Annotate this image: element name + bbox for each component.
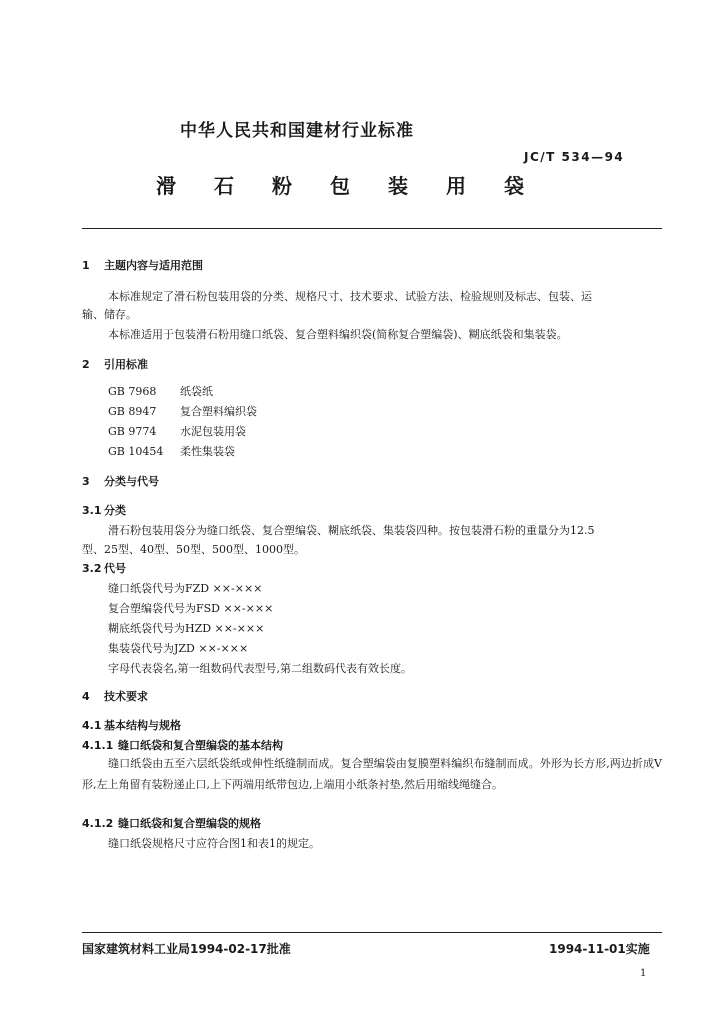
section-number: 3.1 [82, 504, 102, 517]
section-title: 基本结构与规格 [104, 719, 181, 732]
section-title: 代号 [104, 562, 126, 575]
section-number: 4.1.2 [82, 817, 114, 830]
section-number: 3.2 [82, 562, 102, 575]
section-title: 技术要求 [104, 690, 148, 703]
section-number: 2 [82, 358, 90, 371]
code-line: 集装袋代号为JZD ××-××× [108, 642, 249, 655]
section-title: 分类与代号 [104, 475, 159, 488]
header-rule [82, 228, 662, 229]
section-4-heading [82, 688, 148, 704]
paragraph: 本标准适用于包装滑石粉用缝口纸袋、复合塑料编织袋(简称复合塑编袋)、糊底纸袋和集装袋。 [108, 328, 568, 341]
code-line: 缝口纸袋代号为FZD ××-××× [108, 582, 263, 595]
reference-item [108, 403, 257, 419]
reference-name: 柔性集装袋 [180, 445, 235, 458]
approval-date: 国家建筑材料工业局1994-02-17批准 [82, 942, 291, 956]
paragraph: 输、储存。 [82, 308, 137, 321]
effective-date: 1994-11-01实施 [549, 942, 650, 956]
reference-name: 纸袋纸 [180, 385, 213, 398]
paragraph: 型、25型、40型、50型、500型、1000型。 [82, 543, 305, 556]
reference-item [108, 383, 213, 399]
reference-code: GB 10454 [108, 445, 164, 458]
reference-code: GB 9774 [108, 425, 157, 438]
section-number: 4.1 [82, 719, 102, 732]
section-number: 4.1.1 [82, 739, 114, 752]
section-number: 3 [82, 475, 90, 488]
section-title: 缝口纸袋和复合塑编袋的规格 [118, 817, 261, 830]
section-3-heading [82, 473, 159, 489]
subsection-4-1-heading [82, 717, 181, 733]
standard-code: JC/T 534—94 [524, 150, 625, 164]
section-2-heading [82, 356, 148, 372]
reference-item [108, 443, 235, 459]
reference-item [108, 423, 246, 439]
reference-name: 水泥包装用袋 [180, 425, 246, 438]
paragraph: 本标准规定了滑石粉包装用袋的分类、规格尺寸、技术要求、试验方法、检验规则及标志、包装、运 [108, 290, 592, 303]
reference-name: 复合塑料编织袋 [180, 405, 257, 418]
section-title: 缝口纸袋和复合塑编袋的基本结构 [118, 739, 283, 752]
issuing-body: 中华人民共和国建材行业标准 [180, 121, 414, 141]
subsection-4-1-1-heading [82, 737, 283, 753]
section-title: 引用标准 [104, 358, 148, 371]
section-title: 分类 [104, 504, 126, 517]
paragraph: 缝口纸袋由五至六层纸袋纸或伸性纸缝制而成。复合塑编袋由复膜塑料编织布缝制而成。外形为长方形,两边折成V形,左上角留有装粉递止口,上下两端用纸带包边,上端用小纸条衬垫,然后用缩线绳缝合。 [82, 757, 662, 791]
subsection-4-1-2-heading [82, 815, 261, 831]
paragraph: 字母代表袋名,第一组数码代表型号,第二组数码代表有效长度。 [108, 662, 412, 675]
code-line: 复合塑编袋代号为FSD ××-××× [108, 602, 274, 615]
subsection-3-2-heading [82, 560, 126, 576]
reference-code: GB 7968 [108, 385, 157, 398]
section-number: 1 [82, 259, 90, 272]
paragraph: 缝口纸袋规格尺寸应符合图1和表1的规定。 [108, 837, 320, 850]
section-1-heading [82, 257, 203, 273]
document-title: 滑石粉包装用袋 [156, 174, 562, 198]
subsection-3-1-heading [82, 502, 126, 518]
reference-code: GB 8947 [108, 405, 157, 418]
paragraph: 滑石粉包装用袋分为缝口纸袋、复合塑编袋、糊底纸袋、集装袋四种。按包装滑石粉的重量分为12.5 [108, 524, 595, 537]
code-line: 糊底纸袋代号为HZD ××-××× [108, 622, 265, 635]
section-number: 4 [82, 690, 90, 703]
section-title: 主题内容与适用范围 [104, 259, 203, 272]
footer-rule [82, 932, 662, 933]
page-number: 1 [640, 968, 647, 979]
